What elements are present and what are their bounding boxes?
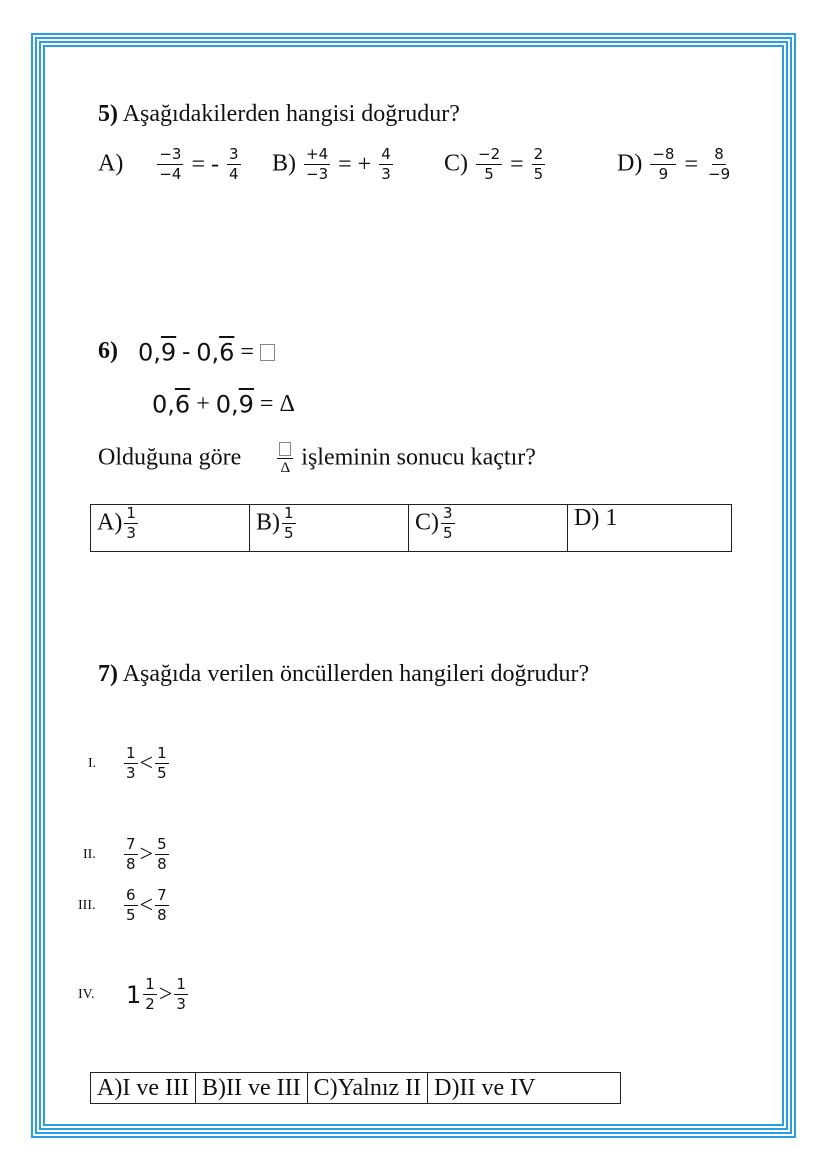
fraction: $\frac{4}{3}$ <box>381 145 391 184</box>
fraction: $\frac{8}{-9}$ <box>708 145 731 184</box>
premise-ii: II. $\frac{7}{8}$ > $\frac{5}{8}$ <box>83 835 167 874</box>
q5-heading <box>98 101 460 128</box>
equals-plus: = + <box>338 151 372 178</box>
option-label: A) <box>98 150 124 177</box>
q7-option-d[interactable]: D)II ve IV <box>428 1073 621 1104</box>
repeating-digit: 6 <box>219 338 235 367</box>
q5-number: 5) <box>98 101 118 127</box>
q5-option-d[interactable] <box>617 146 734 184</box>
q5-option-b[interactable] <box>272 146 395 184</box>
fraction: $\frac{+4}{-3}$ <box>306 145 329 184</box>
q6-question-prefix: Olduğuna göre <box>98 444 242 471</box>
fraction: $\frac{-2}{5}$ <box>478 145 501 184</box>
q6-question <box>98 440 536 478</box>
fraction: $\frac{2}{5}$ <box>533 145 544 184</box>
option-label: B) <box>272 150 296 177</box>
q5-option-c[interactable] <box>444 146 547 184</box>
q7-option-c[interactable]: C)Yalnız II <box>307 1073 428 1104</box>
premise-i: I. $\frac{1}{3}$ < $\frac{1}{5}$ <box>88 744 167 783</box>
premise-iv: IV. 1 $\frac{1}{2}$ > $\frac{1}{3}$ <box>78 975 186 1014</box>
equals-sign: = <box>510 151 524 178</box>
q6-answer-table <box>90 504 732 552</box>
premise-iii: III. $\frac{6}{5}$ < $\frac{7}{8}$ <box>78 886 167 925</box>
q5-text: Aşağıdakilerden hangisi doğrudur? <box>122 101 460 127</box>
square-placeholder-icon <box>260 344 275 361</box>
q6-option-a[interactable]: A) $\frac{1}{3}$ <box>91 505 250 552</box>
delta-symbol: Δ <box>279 390 295 417</box>
fraction: $\frac{3}{4}$ <box>229 145 239 184</box>
square-over-delta-fraction: Δ <box>277 440 293 478</box>
q7-heading <box>98 661 589 688</box>
q6-option-b[interactable]: B) $\frac{1}{5}$ <box>250 505 409 552</box>
page-border-inner <box>43 45 784 1126</box>
square-placeholder-icon <box>279 442 291 456</box>
fraction: $\frac{-8}{9}$ <box>652 145 675 184</box>
q6-option-d[interactable]: D) 1 <box>568 505 732 552</box>
q7-number: 7) <box>98 661 118 687</box>
q7-text: Aşağıda verilen öncüllerden hangileri doğrudur? <box>122 661 590 687</box>
option-label: D) <box>617 150 643 177</box>
repeating-digit: 6 <box>174 390 191 419</box>
q7-answer-table <box>90 1072 621 1104</box>
equals-sign: = <box>684 151 698 178</box>
q6-number: 6) <box>98 338 118 364</box>
q7-option-b[interactable]: B)II ve III <box>195 1073 307 1104</box>
fraction: $\frac{-3}{-4}$ <box>159 145 182 184</box>
repeating-digit: 9 <box>238 390 254 419</box>
minus-sign: - <box>211 151 219 178</box>
q6-question-suffix: işleminin sonucu kaçtır? <box>301 444 536 471</box>
q6-option-c[interactable]: C) $\frac{3}{5}$ <box>409 505 568 552</box>
equals-sign: = <box>191 151 205 178</box>
option-label: C) <box>444 150 468 177</box>
q5-option-a[interactable] <box>98 146 243 184</box>
q6-line-2: 0,6 + 0,9 = Δ <box>152 390 295 419</box>
q7-option-a[interactable]: A)I ve III <box>91 1073 196 1104</box>
repeating-digit: 9 <box>160 338 177 367</box>
q6-line-1: 6) 0,9 - 0,6 = <box>98 338 275 366</box>
